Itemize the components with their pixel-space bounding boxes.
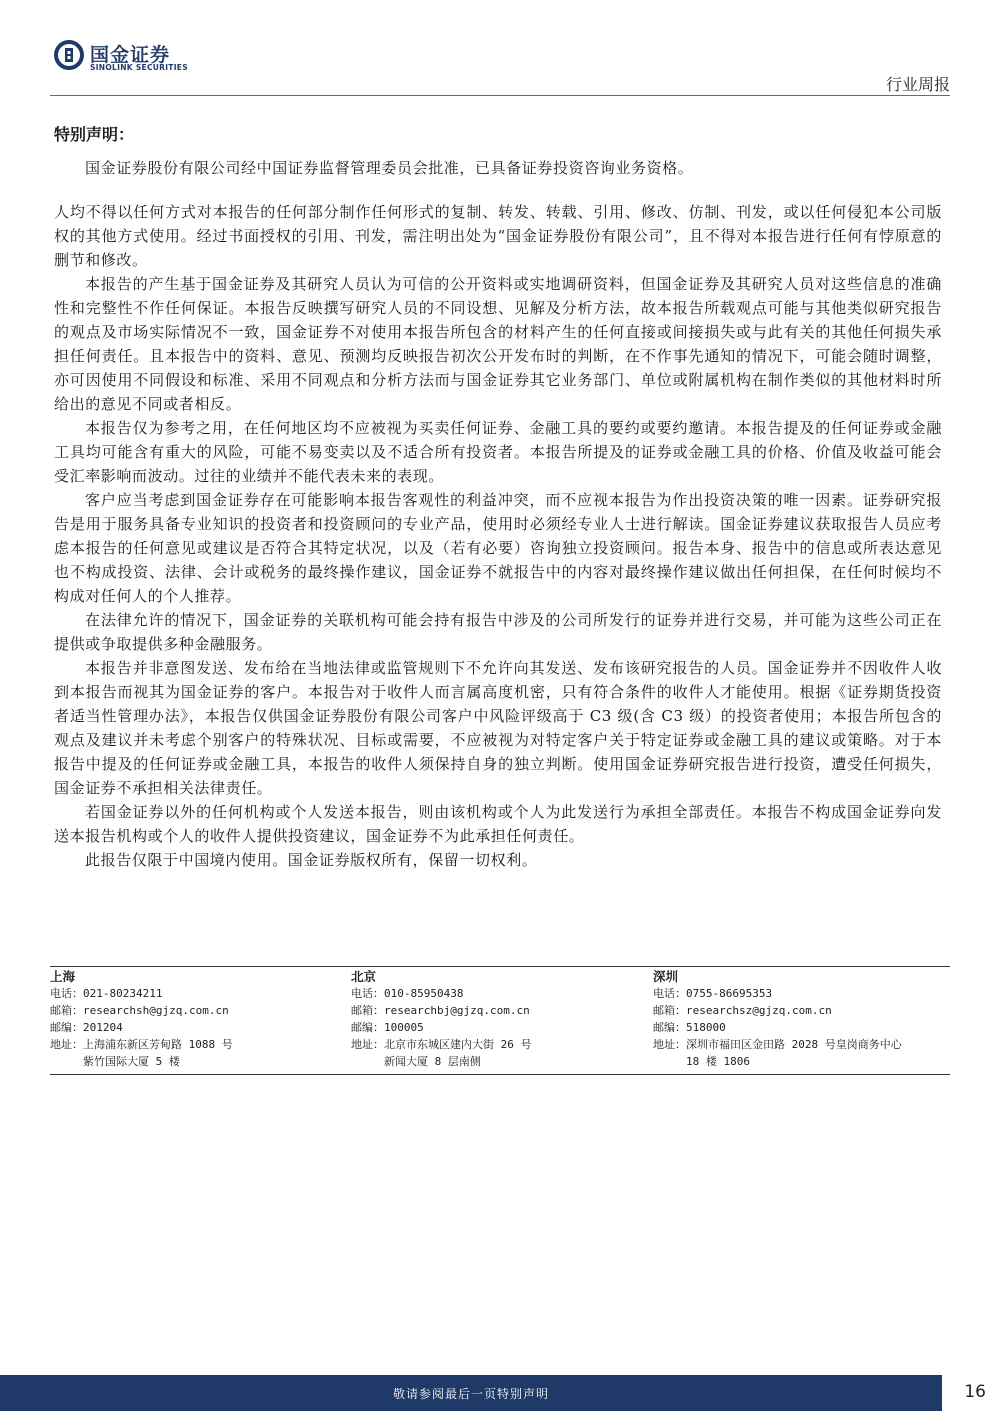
footer-notice: 敬请参阅最后一页特别声明 [392,1387,549,1401]
disclaimer-paragraph: 本报告的产生基于国金证券及其研究人员认为可信的公开资料或实地调研资料，但国金证券及其研究人员对这些信息的准确性和完整性不作任何保证。本报告反映撰写研究人员的不同设想、见解及分析方法，故本报告所载观点可能与其他类似研究报告的观点及市场实际情况不一致，国金证券不对使用本报告所包含的材料产生的任何直接或间接损失或与此有关的其他任何损失承担任何责任。且本报告中的资料、意见、预测均反映报告初次公开发布时的判断，在不作事先通知的情况下，可能会随时调整，亦可因使用不同假设和标准、采用不同观点和分析方法而与国金证券其它业务部门、单位或附属机构在制作类似的其他材料时所给出的意见不同或者相反。 [54,275,942,413]
contact-bottom-rule [50,1074,950,1075]
address-label: 地址： [653,1038,686,1051]
zip-label: 邮编： [50,1021,83,1034]
phone-label: 电话： [351,987,384,1000]
disclaimer-section [54,124,942,872]
address-line: 上海浦东新区芳甸路 1088 号 [83,1038,233,1051]
company-logo [54,38,204,78]
zip-label: 邮编： [653,1021,686,1034]
email-value: researchsz@gjzq.com.cn [686,1004,832,1017]
contact-shanghai [50,967,351,1070]
email-label: 邮箱： [50,1004,83,1017]
page-number: 16 [964,1382,986,1402]
zip-value: 201204 [83,1021,123,1034]
zip-row [653,1019,950,1036]
contact-table [50,966,950,1075]
page-header [0,0,1000,96]
address-line: 新闻大厦 8 层南侧 [384,1055,481,1068]
phone-value: 021-80234211 [83,987,163,1000]
disclaimer-paragraph: 本报告仅为参考之用，在任何地区均不应被视为买卖任何证券、金融工具的要约或要约邀请。本报告提及的任何证券或金融工具均可能含有重大的风险，可能不易变卖以及不适合所有投资者。本报告所提及的证券或金融工具的价格、价值及收益可能会受汇率影响而波动。过往的业绩并不能代表未来的表现。 [54,419,942,485]
disclaimer-paragraph: 在法律允许的情况下，国金证券的关联机构可能会持有报告中涉及的公司所发行的证券并进行交易，并可能为这些公司正在提供或争取提供多种金融服务。 [54,611,942,653]
disclaimer-paragraph: 本报告并非意图发送、发布给在当地法律或监管规则下不允许向其发送、发布该研究报告的人员。国金证券并不因收件人收到本报告而视其为国金证券的客户。本报告对于收件人而言属高度机密，只有符合条件的收件人才能使用。根据《证券期货投资者适当性管理办法》，本报告仅供国金证券股份有限公司客户中风险评级高于 C3 级(含 C3 级）的投资者使用；本报告所包含的观点及建议并未考虑个别客户的特殊状况、目标或需要，不应被视为对特定客户关于特定证券或金融工具的建议或策略。对于本报告中提及的任何证券或金融工具，本报告的收件人须保持自身的独立判断。使用国金证券研究报告进行投资，遭受任何损失，国金证券不承担相关法律责任。 [54,659,942,797]
footer-bar [0,1375,942,1411]
phone-label: 电话： [653,987,686,1000]
city-name: 上海 [50,969,76,984]
email-row [653,1002,950,1019]
disclaimer-paragraph: 客户应当考虑到国金证券存在可能影响本报告客观性的利益冲突，而不应视本报告为作出投资决策的唯一因素。证券研究报告是用于服务具备专业知识的投资者和投资顾问的专业产品，使用时必须经专业人士进行解读。国金证券建议获取报告人员应考虑本报告的任何意见或建议是否符合其特定状况，以及（若有必要）咨询独立投资顾问。报告本身、报告中的信息或所表达意见也不构成投资、法律、会计或税务的最终操作建议，国金证券不就报告中的内容对最终操作建议做出任何担保，在任何时候均不构成对任何人的个人推荐。 [54,491,942,605]
address-line: 北京市东城区建内大街 26 号 [384,1038,532,1051]
zip-value: 518000 [686,1021,726,1034]
disclaimer-paragraph: 此报告仅限于中国境内使用。国金证券版权所有，保留一切权利。 [85,851,538,869]
email-value: researchsh@gjzq.com.cn [83,1004,229,1017]
city-name: 北京 [351,969,377,984]
address-line: 紫竹国际大厦 5 楼 [83,1055,180,1068]
address-label: 地址： [50,1038,83,1051]
logo-cn-text: 国金证券 [90,44,171,66]
phone-label: 电话： [50,987,83,1000]
phone-value: 0755-86695353 [686,987,773,1000]
address-label: 地址： [351,1038,384,1051]
address-line: 深圳市福田区金田路 2028 号皇岗商务中心 [686,1038,902,1051]
zip-label: 邮编： [351,1021,384,1034]
phone-row [351,985,653,1002]
email-row [351,1002,653,1019]
disclaimer-paragraph: 国金证券股份有限公司经中国证券监督管理委员会批准，已具备证券投资咨询业务资格。 [85,159,694,177]
city-name: 深圳 [653,969,679,984]
logo-en-text: SINOLINK SECURITIES [90,63,188,72]
disclaimer-paragraph: 人均不得以任何方式对本报告的任何部分制作任何形式的复制、转发、转载、引用、修改、仿制、刊发，或以任何侵犯本公司版权的其他方式使用。经过书面授权的引用、刊发，需注明出处为“国金证券股份有限公司”，且不得对本报告进行任何有悖原意的删节和修改。 [54,203,942,269]
phone-row [653,985,950,1002]
zip-row [50,1019,351,1036]
contact-shenzhen [653,967,950,1070]
zip-row [351,1019,653,1036]
phone-row [50,985,351,1002]
disclaimer-paragraph: 若国金证券以外的任何机构或个人发送本报告，则由该机构或个人为此发送行为承担全部责任。本报告不构成国金证券向发送本报告机构或个人的收件人提供投资建议，国金证券不为此承担任何责任。 [54,803,942,845]
address-line: 18 楼 1806 [686,1055,750,1068]
zip-value: 100005 [384,1021,424,1034]
disclaimer-title: 特别声明： [54,125,135,144]
address-row [351,1036,653,1070]
contact-beijing [351,967,653,1070]
email-label: 邮箱： [653,1004,686,1017]
address-row [50,1036,351,1070]
report-type: 行业周报 [885,75,950,94]
phone-value: 010-85950438 [384,987,464,1000]
header-divider [50,95,950,96]
address-row [653,1036,950,1070]
email-value: researchbj@gjzq.com.cn [384,1004,530,1017]
logo-mark-icon [54,40,84,70]
email-row [50,1002,351,1019]
email-label: 邮箱： [351,1004,384,1017]
